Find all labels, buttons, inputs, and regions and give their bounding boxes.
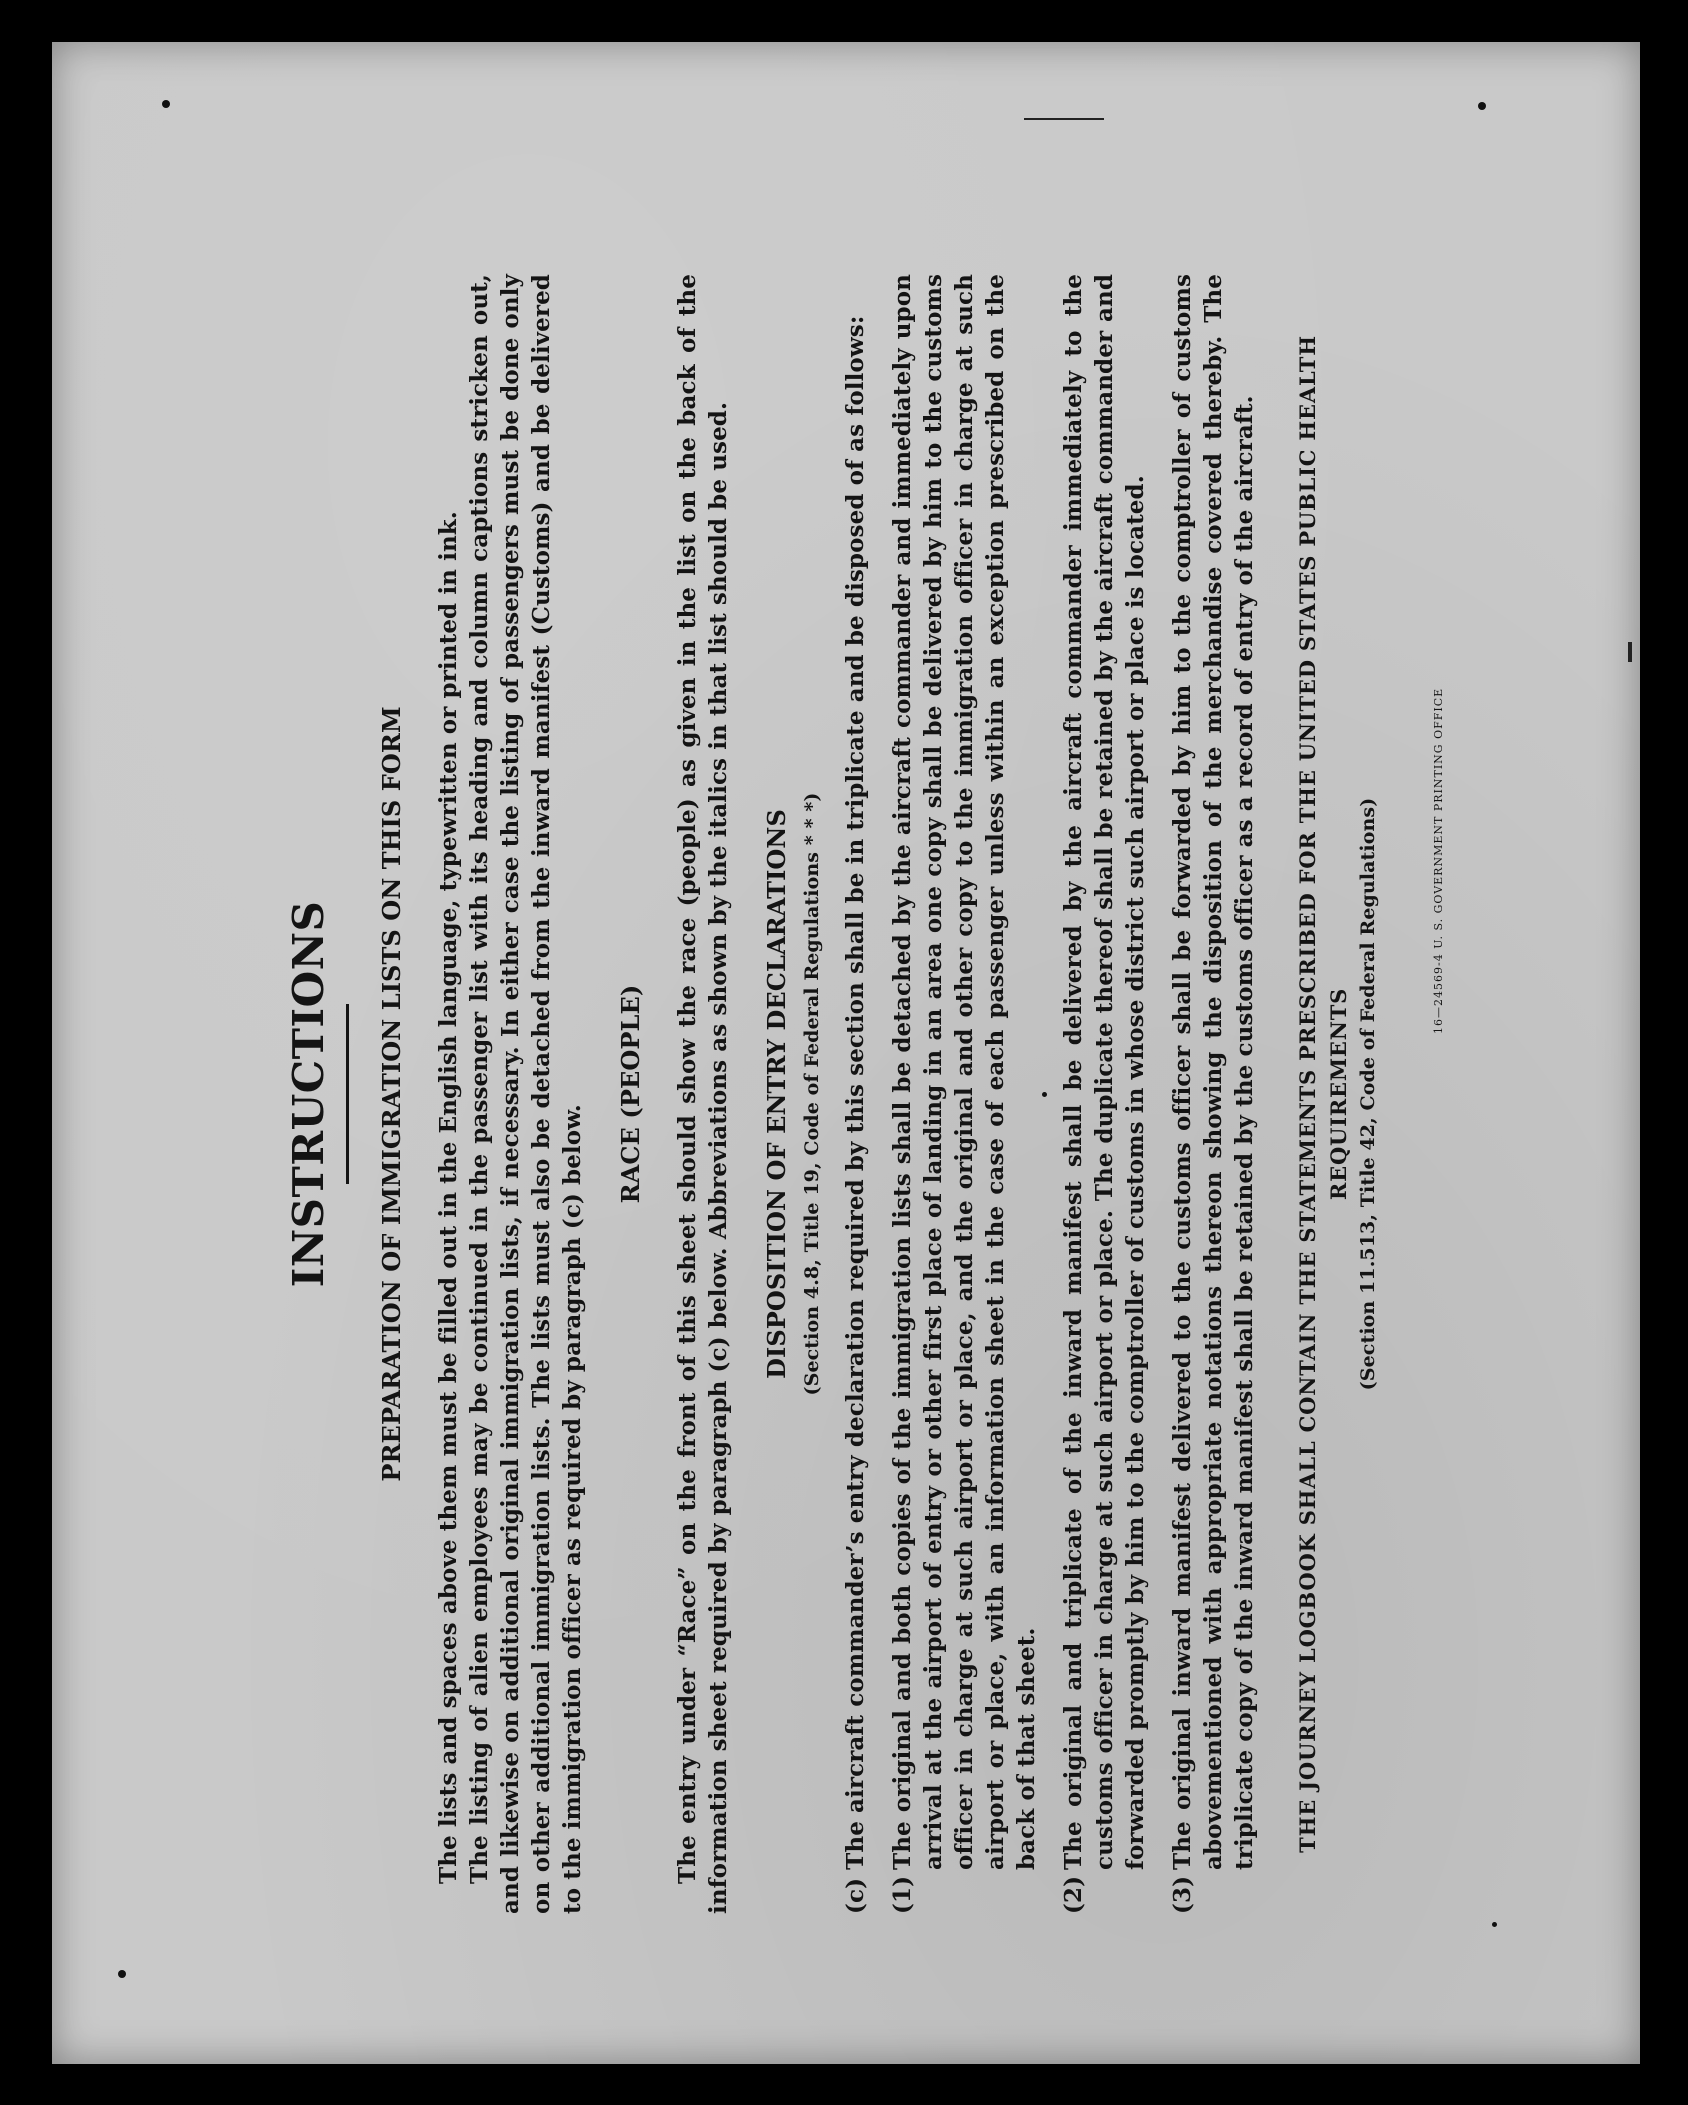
race-paragraph: The entry under “Race” on the front of this sheet should show the race (people) as given in the list on the back of the information sheet required by paragraph (c) below. Abbreviations as shown by the italics in that list should be used. <box>674 274 732 1914</box>
preparation-paragraph-1: The lists and spaces above them must be filled out in the English language, typewritten or printed in ink. <box>435 511 462 1884</box>
page-title: INSTRUCTIONS <box>284 900 333 1288</box>
race-heading: RACE (PEOPLE) <box>616 984 645 1204</box>
item-number: (3) <box>1169 1875 1196 1914</box>
item-number: (2) <box>1060 1875 1087 1914</box>
logbook-requirement: THE JOURNEY LOGBOOK SHALL CONTAIN THE STATEMENTS PRESCRIBED FOR THE UNITED STATES PUBLIC HEALTH REQUIREMENTS <box>1295 335 1351 1853</box>
disposition-heading: DISPOSITION OF ENTRY DECLARATIONS <box>762 809 791 1379</box>
rotated-document <box>52 42 1640 2064</box>
title-rule <box>346 1004 349 1184</box>
item-text: The original and triplicate of the inward manifest shall be delivered by the aircraft commander immediately to the customs officer in charge at such airport or place. The duplicate thereof shall be retained by the aircraft commander and forwarded promptly by him to the comptroller of customs in whose district such airport or place is located. <box>1060 274 1149 1870</box>
printing-office-imprint: 16—24569-4 U. S. GOVERNMENT PRINTING OFFICE <box>1432 687 1445 1034</box>
preparation-heading: PREPARATION OF IMMIGRATION LISTS ON THIS FORM <box>377 706 406 1482</box>
item-text: The original inward manifest delivered to the customs officer shall be forwarded by him to the comptroller of customs abovementioned with appropriate notations thereon showing the disposition of the merchandise covered thereby. The triplicate copy of the inward manifest shall be retained by the customs officer as a record of entry of the aircraft. <box>1169 274 1258 1870</box>
item-number: (1) <box>889 1875 916 1914</box>
spacer <box>734 274 762 1914</box>
disposition-item <box>1167 274 1260 1914</box>
instructions-content <box>282 274 1380 1914</box>
spacer <box>588 274 616 1914</box>
logbook-citation: (Section 11.513, Title 42, Code of Federal Regulations) <box>1357 797 1379 1391</box>
disposition-item <box>887 274 1042 1914</box>
item-text: The original and both copies of the immigration lists shall be detached by the aircraft commander and immediately upon arrival at the airport of entry or other first place of landing in an area one copy shall be delivered by him to the customs officer in charge at such airport or place, and the original and other copy to the immigration officer in charge at such airport or place, with an information sheet in the case of each passenger unless within an exception prescribed on the back of that sheet. <box>889 274 1040 1870</box>
clause-c: (c) The aircraft commander’s entry declaration required by this section shall be in triplicate and be disposed of as follows: <box>842 315 869 1914</box>
disposition-citation: (Section 4.8, Title 19, Code of Federal Regulations * * *) <box>801 792 823 1396</box>
preparation-paragraph-2: The listing of alien employees may be continued in the passenger list with its heading and column captions stricken out, and likewise on additional original immigration lists, if necessary. In either case the listing of passengers must be done only on other additional immigration lists. The lists must also be detached from the inward manifest (Customs) and be delivered to the immigration officer as required by paragraph (c) below. <box>466 274 586 1914</box>
disposition-item <box>1058 274 1151 1914</box>
